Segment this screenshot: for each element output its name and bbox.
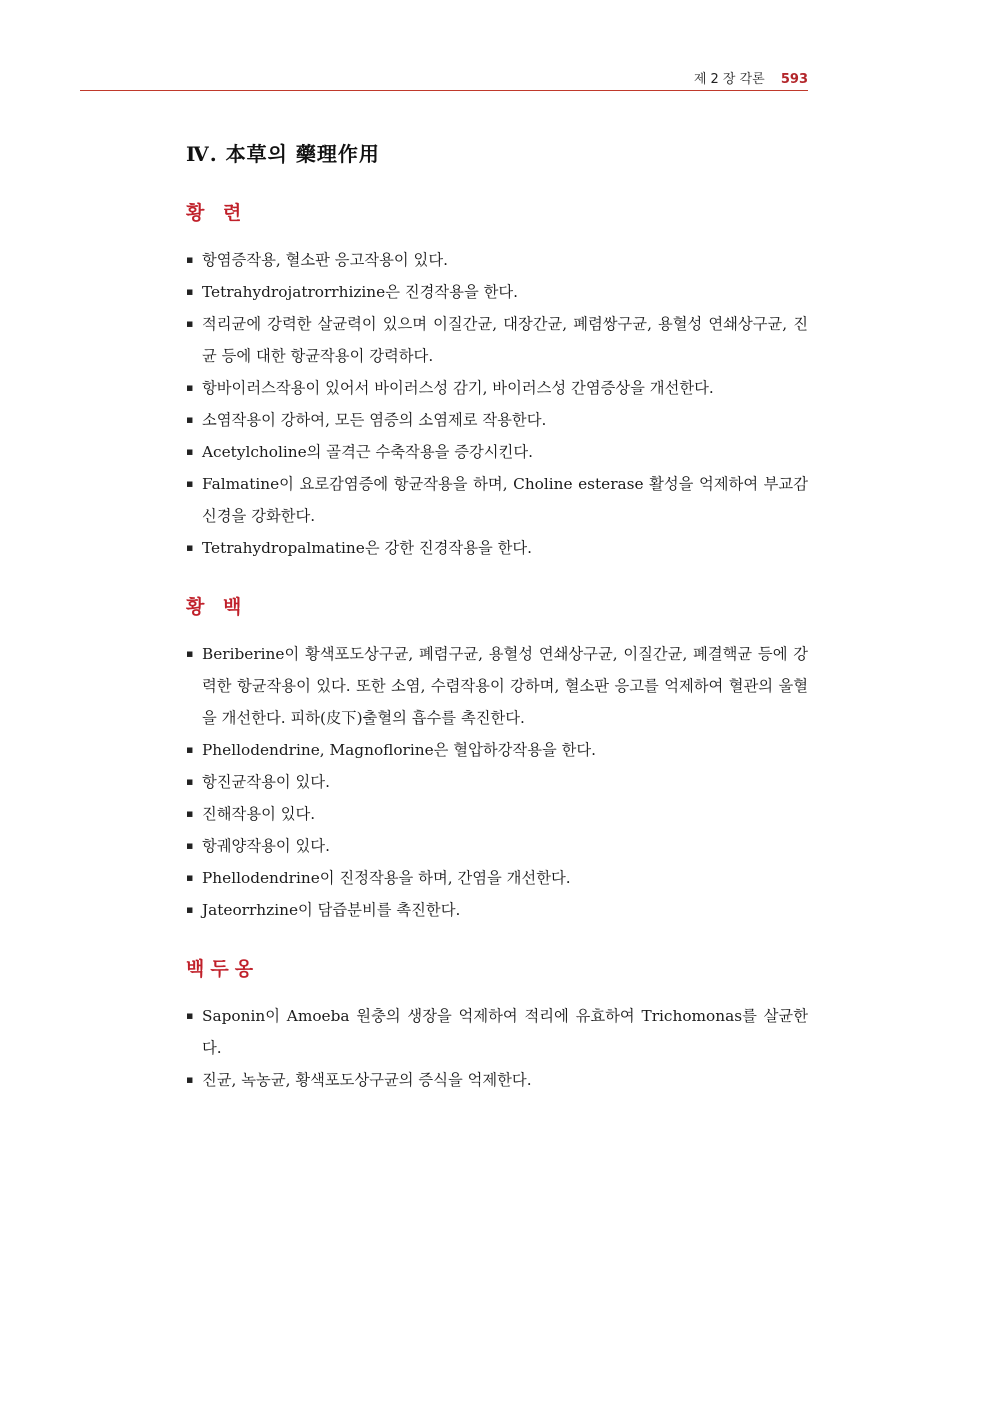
list-item: ▪ Phellodendrine, Magnoflorine은 혈압하강작용을 한다.	[186, 734, 808, 766]
item-list	[186, 244, 808, 564]
list-item: ▪ 적리균에 강력한 살균력이 있으며 이질간균, 대장간균, 폐렴쌍구균, 용혈성 연쇄상구균, 진균 등에 대한 항균작용이 강력하다.	[186, 308, 808, 372]
running-head	[694, 68, 808, 87]
list-item: ▪ Falmatine이 요로감염증에 항균작용을 하며, Choline esterase 활성을 억제하여 부교감신경을 강화한다.	[186, 468, 808, 532]
item-list	[186, 638, 808, 926]
section-hwangryeon	[186, 200, 808, 564]
section-heading: 황 백	[186, 596, 248, 618]
list-item: ▪ Phellodendrine이 진정작용을 하며, 간염을 개선한다.	[186, 862, 808, 894]
list-item: ▪ Tetrahydropalmatine은 강한 진경작용을 한다.	[186, 532, 808, 564]
page-header	[80, 64, 808, 91]
section-hwangbaek	[186, 594, 808, 926]
list-item: ▪ Beriberine이 황색포도상구균, 폐렴구균, 용혈성 연쇄상구균, 이질간균, 폐결핵균 등에 강력한 항균작용이 있다. 또한 소염, 수렴작용이 강하며, 혈소판 응고를 억제하여 혈관의 울혈을 개선한다. 피하(皮下)출혈의 흡수를 촉진한다.	[186, 638, 808, 734]
list-item: ▪ 항진균작용이 있다.	[186, 766, 808, 798]
chapter-label: 제 2 장 각론	[693, 72, 765, 87]
list-item: ▪ 소염작용이 강하여, 모든 염증의 소염제로 작용한다.	[186, 404, 808, 436]
list-item: ▪ 진해작용이 있다.	[186, 798, 808, 830]
list-item: ▪ Jateorrhzine이 담즙분비를 촉진한다.	[186, 894, 808, 926]
list-item: ▪ 항염증작용, 혈소판 응고작용이 있다.	[186, 244, 808, 276]
list-item: ▪ Saponin이 Amoeba 원충의 생장을 억제하여 적리에 유효하여 Trichomonas를 살균한다.	[186, 1000, 808, 1064]
list-item: ▪ Acetylcholine의 골격근 수축작용을 증강시킨다.	[186, 436, 808, 468]
item-list	[186, 1000, 808, 1096]
section-heading: 황 련	[186, 202, 248, 224]
page-title: Ⅳ. 本草의 藥理作用	[186, 142, 380, 166]
list-item: ▪ 항궤양작용이 있다.	[186, 830, 808, 862]
section-heading: 백두옹	[186, 958, 260, 980]
page-number: 593	[780, 72, 808, 87]
section-baekduong	[186, 956, 808, 1096]
list-item: ▪ 진균, 녹농균, 황색포도상구균의 증식을 억제한다.	[186, 1064, 808, 1096]
list-item: ▪ 항바이러스작용이 있어서 바이러스성 감기, 바이러스성 간염증상을 개선한다.	[186, 372, 808, 404]
main-content	[186, 200, 808, 1126]
list-item: ▪ Tetrahydrojatrorrhizine은 진경작용을 한다.	[186, 276, 808, 308]
